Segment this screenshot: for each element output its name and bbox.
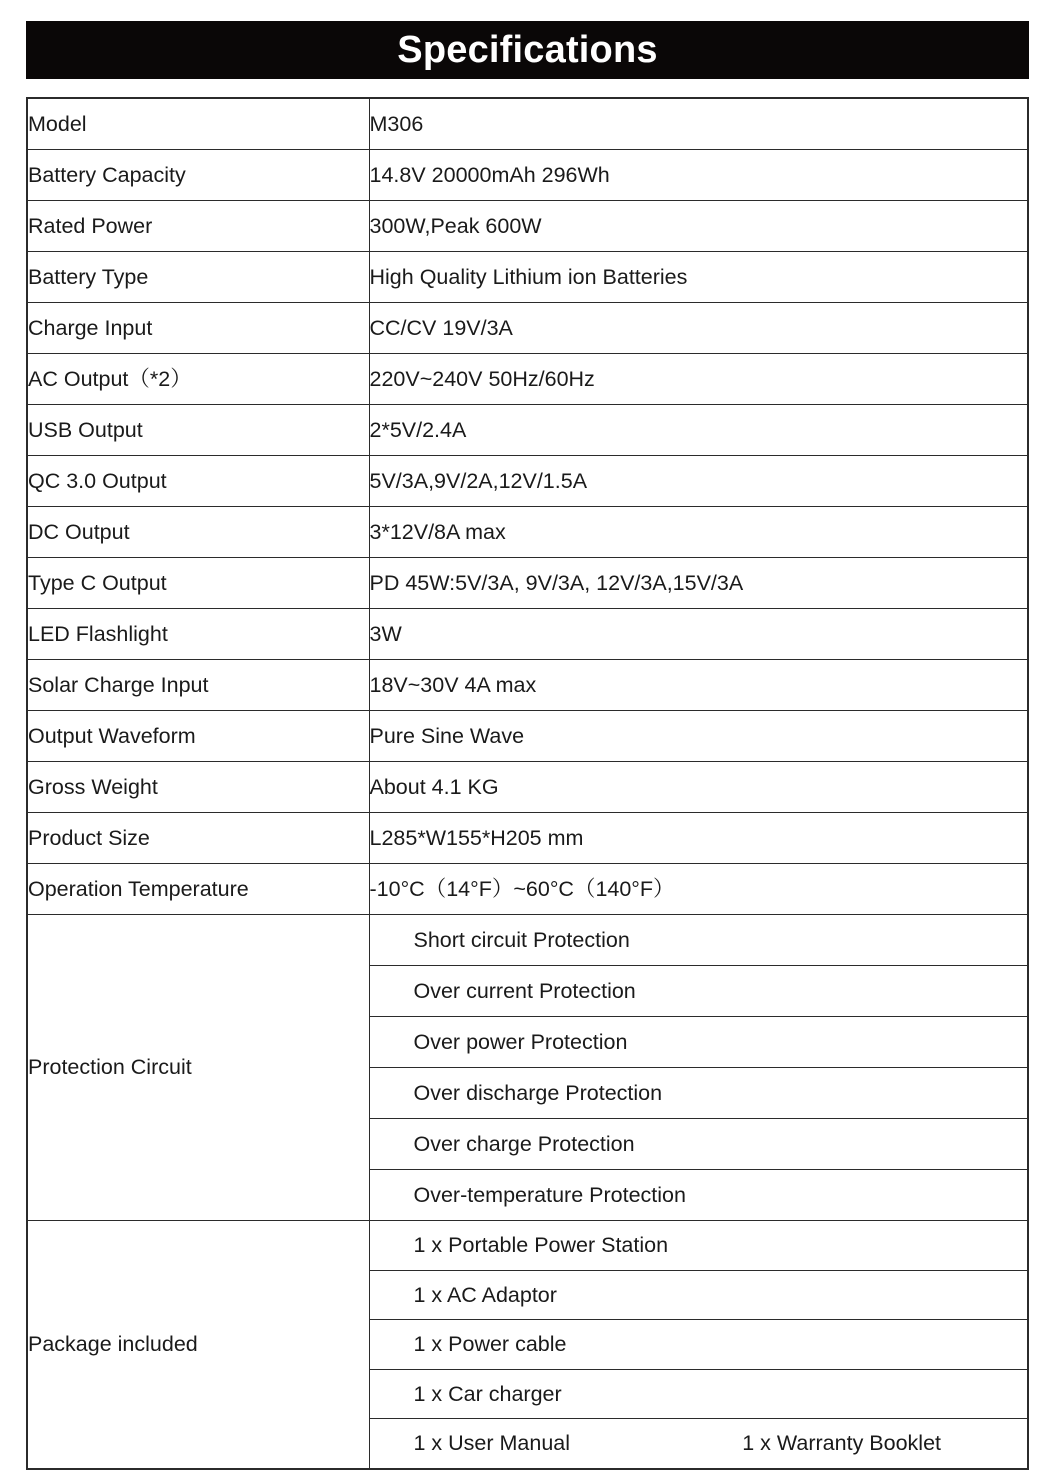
spec-value: 3*12V/8A max: [369, 507, 1028, 558]
protection-circuit-list: [370, 915, 1028, 1220]
table-row: [27, 201, 1028, 252]
spec-label: Operation Temperature: [27, 864, 369, 915]
table-row: [27, 98, 1028, 150]
table-row: [27, 609, 1028, 660]
package-item: 1 x Portable Power Station: [370, 1221, 1028, 1270]
spec-label: Charge Input: [27, 303, 369, 354]
protection-item: Over power Protection: [370, 1017, 1028, 1068]
spec-label: Type C Output: [27, 558, 369, 609]
spec-label: Rated Power: [27, 201, 369, 252]
table-row: [27, 711, 1028, 762]
spec-value: 14.8V 20000mAh 296Wh: [369, 150, 1028, 201]
spec-value: High Quality Lithium ion Batteries: [369, 252, 1028, 303]
list-item: [370, 1068, 1028, 1119]
package-item: 1 x AC Adaptor: [370, 1270, 1028, 1320]
spec-label: Model: [27, 98, 369, 150]
list-item: [370, 966, 1028, 1017]
spec-value: PD 45W:5V/3A, 9V/3A, 12V/3A,15V/3A: [369, 558, 1028, 609]
protection-item: Over current Protection: [370, 966, 1028, 1017]
specifications-header-banner: [26, 21, 1029, 79]
package-item: 1 x Power cable: [370, 1320, 1028, 1370]
list-item: [370, 1221, 1028, 1270]
spec-value: About 4.1 KG: [369, 762, 1028, 813]
table-row: [27, 354, 1028, 405]
table-row: [27, 456, 1028, 507]
package-item: 1 x Car charger: [370, 1369, 1028, 1419]
table-row: [27, 303, 1028, 354]
spec-value: -10°C（14°F）~60°C（140°F）: [369, 864, 1028, 915]
list-item: [370, 915, 1028, 966]
spec-value: Pure Sine Wave: [369, 711, 1028, 762]
package-included-list: [370, 1221, 1028, 1468]
list-item: [370, 1017, 1028, 1068]
table-row: [27, 405, 1028, 456]
spec-label: Solar Charge Input: [27, 660, 369, 711]
package-item-warranty-booklet: 1 x Warranty Booklet: [742, 1431, 941, 1456]
table-row: [27, 150, 1028, 201]
specifications-table: [26, 97, 1029, 1470]
spec-label: Gross Weight: [27, 762, 369, 813]
protection-item: Short circuit Protection: [370, 915, 1028, 966]
spec-value: CC/CV 19V/3A: [369, 303, 1028, 354]
list-item-split: [370, 1419, 1028, 1468]
spec-value: M306: [369, 98, 1028, 150]
spec-label: QC 3.0 Output: [27, 456, 369, 507]
protection-item: Over-temperature Protection: [413, 1182, 686, 1207]
table-row: [27, 762, 1028, 813]
table-row: [27, 507, 1028, 558]
spec-label: USB Output: [27, 405, 369, 456]
protection-circuit-list-cell: [369, 915, 1028, 1221]
list-item: [370, 1369, 1028, 1419]
protection-item: Over discharge Protection: [370, 1068, 1028, 1119]
spec-value: 2*5V/2.4A: [369, 405, 1028, 456]
package-item-user-manual: 1 x User Manual: [413, 1431, 571, 1456]
page-title: Specifications: [397, 29, 658, 71]
spec-value: 3W: [369, 609, 1028, 660]
list-item: [370, 1320, 1028, 1370]
spec-label: Product Size: [27, 813, 369, 864]
list-item: [370, 1119, 1028, 1170]
protection-circuit-label: Protection Circuit: [27, 915, 369, 1221]
table-row: [27, 864, 1028, 915]
spec-label: DC Output: [27, 507, 369, 558]
table-row: [27, 660, 1028, 711]
package-included-label: Package included: [27, 1221, 369, 1469]
protection-item: Over charge Protection: [370, 1119, 1028, 1170]
table-row-package-included: [27, 1221, 1028, 1469]
table-row: [27, 558, 1028, 609]
table-row: [27, 813, 1028, 864]
spec-label: Battery Type: [27, 252, 369, 303]
spec-value: 220V~240V 50Hz/60Hz: [369, 354, 1028, 405]
specifications-table-body: [27, 98, 1028, 1469]
table-row-protection-circuit: [27, 915, 1028, 1221]
spec-label: AC Output（*2）: [27, 354, 369, 405]
table-row: [27, 252, 1028, 303]
spec-value: 18V~30V 4A max: [369, 660, 1028, 711]
spec-label: Battery Capacity: [27, 150, 369, 201]
package-included-list-cell: [369, 1221, 1028, 1469]
spec-label: LED Flashlight: [27, 609, 369, 660]
spec-value: 300W,Peak 600W: [369, 201, 1028, 252]
spec-value: L285*W155*H205 mm: [369, 813, 1028, 864]
list-item: [370, 1270, 1028, 1320]
list-item: [370, 1170, 1028, 1221]
spec-value: 5V/3A,9V/2A,12V/1.5A: [369, 456, 1028, 507]
spec-label: Output Waveform: [27, 711, 369, 762]
